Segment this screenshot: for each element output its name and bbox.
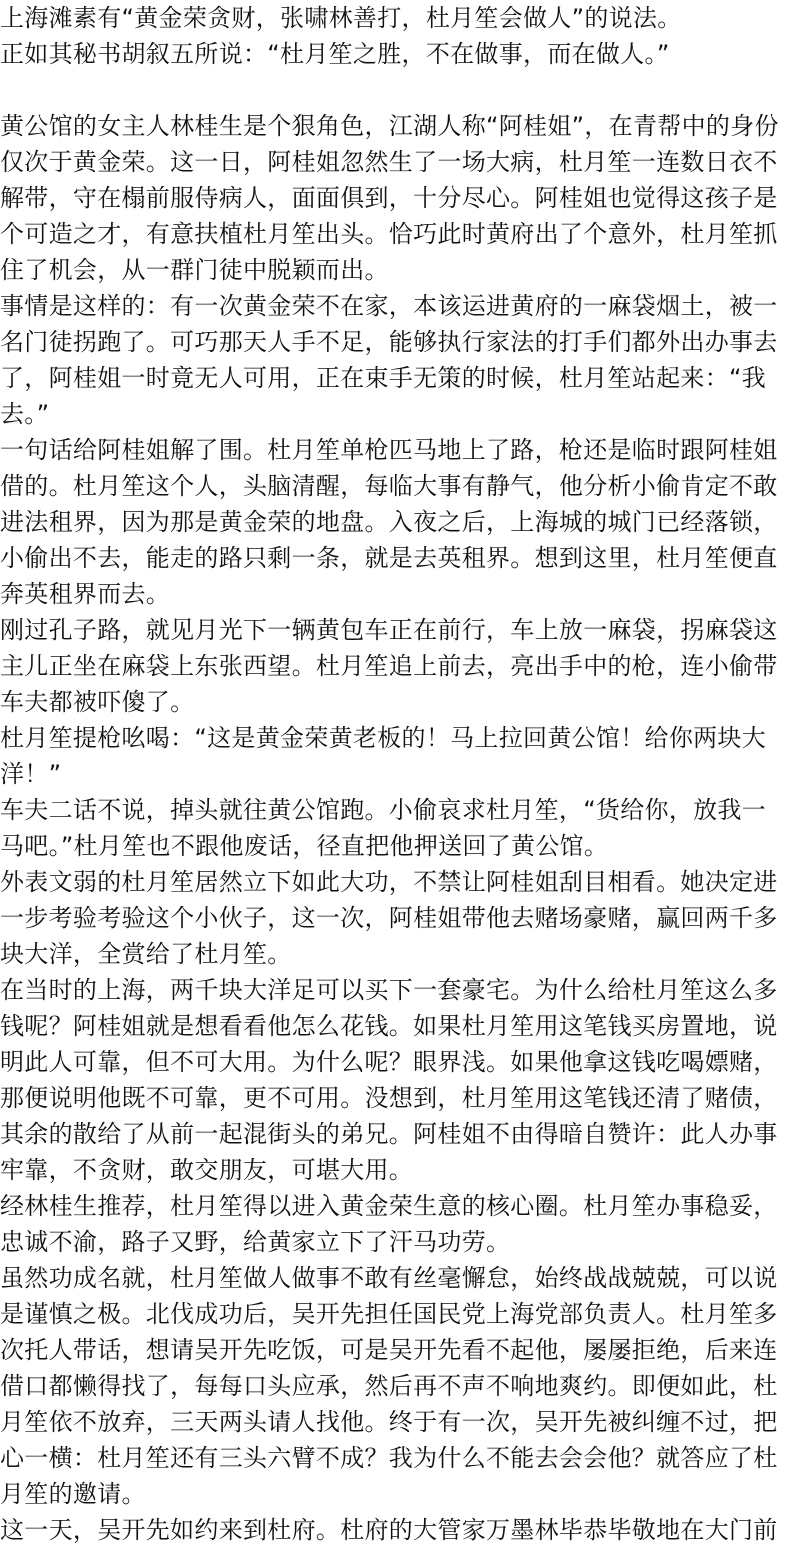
paragraph-wu-kaixian: 虽然功成名就，杜月笙做人做事不敢有丝毫懈怠，始终战战兢兢，可以说是谨慎之极。北伐成功后，吴开先担任国民党上海党部负责人。杜月笙多次托人带话，想请吴开先吃饭，可是吴开先看不起他，屡屡拒绝，后来连借口都懒得找了，每每口头应承，然后再不声不响地爽约。即便如此，杜月笙依不放弃，三天两头请人找他。终于有一次，吴开先被纠缠不过，把心一横：杜月笙还有三头六臂不成？我为什么不能去会会他？就答应了杜月笙的邀请。 <box>0 1264 778 1508</box>
paragraph-command: 杜月笙提枪吆喝：“这是黄金荣黄老板的！马上拉回黄公馆！给你两块大洋！” <box>0 724 767 788</box>
paragraph-pursuit: 一句话给阿桂姐解了围。杜月笙单枪匹马地上了路，枪还是临时跟阿桂姐借的。杜月笙这个人，头脑清醒，每临大事有静气，他分析小偷肯定不敢进法租界，因为那是黄金荣的地盘。入夜之后，上海城的城门已经落锁，小偷出不去，能走的路只剩一条，就是去英租界。想到这里，杜月笙便直奔英租界而去。 <box>0 436 778 608</box>
paragraph-reward: 外表文弱的杜月笙居然立下如此大功，不禁让阿桂姐刮目相看。她决定进一步考验考验这个小伙子，这一次，阿桂姐带他去赌场豪赌，赢回两千多块大洋，全赏给了杜月笙。 <box>0 868 778 968</box>
paragraph-lin-guisheng: 黄公馆的女主人林桂生是个狠角色，江湖人称“阿桂姐”，在青帮中的身份仅次于黄金荣。这一日，阿桂姐忽然生了一场大病，杜月笙一连数日衣不解带，守在榻前服侍病人，面面俱到，十分尽心。阿桂姐也觉得这孩子是个可造之才，有意扶植杜月笙出头。恰巧此时黄府出了个意外，杜月笙抓住了机会，从一群门徒中脱颖而出。 <box>0 112 779 284</box>
paragraph-spacer <box>0 72 790 108</box>
paragraph-rickshaw: 刚过孔子路，就见月光下一辆黄包车正在前行，车上放一麻袋，拐麻袋这主儿正坐在麻袋上东张西望。杜月笙追上前去，亮出手中的枪，连小偷带车夫都被吓傻了。 <box>0 616 778 716</box>
paragraph-visit: 这一天，吴开先如约来到杜府。杜府的大管家万墨林毕恭毕敬地在大门前 <box>0 1516 778 1544</box>
paragraph-money-test: 在当时的上海，两千块大洋足可以买下一套豪宅。为什么给杜月笙这么多钱呢？阿桂姐就是想看看他怎么花钱。如果杜月笙用这笔钱买房置地，说明此人可靠，但不可大用。为什么呢？眼界浅。如果他拿这钱吃喝嫖赌，那便说明他既不可靠，更不可用。没想到，杜月笙用这笔钱还清了赌债，其余的散给了从前一起混街头的弟兄。阿桂姐不由得暗自赞许：此人办事牢靠，不贪财，敢交朋友，可堪大用。 <box>0 976 778 1184</box>
paragraph-promotion: 经林桂生推荐，杜月笙得以进入黄金荣生意的核心圈。杜月笙办事稳妥，忠诚不渝，路子又野，给黄家立下了汗马功劳。 <box>0 1192 778 1256</box>
paragraph-secretary-quote: 正如其秘书胡叙五所说：“杜月笙之胜，不在做事，而在做人。” <box>0 40 670 68</box>
paragraph-opium-theft: 事情是这样的：有一次黄金荣不在家，本该运进黄府的一麻袋烟土，被一名门徒拐跑了。可巧那天人手不足，能够执行家法的打手们都外出办事去了，阿桂姐一时竟无人可用，正在束手无策的时候，杜月笙站起来：“我去。” <box>0 292 778 428</box>
paragraph-saying: 上海滩素有“黄金荣贪财，张啸林善打，杜月笙会做人”的说法。 <box>0 4 682 32</box>
paragraph-return: 车夫二话不说，掉头就往黄公馆跑。小偷哀求杜月笙，“货给你，放我一马吧。”杜月笙也不跟他废话，径直把他押送回了黄公馆。 <box>0 796 767 860</box>
